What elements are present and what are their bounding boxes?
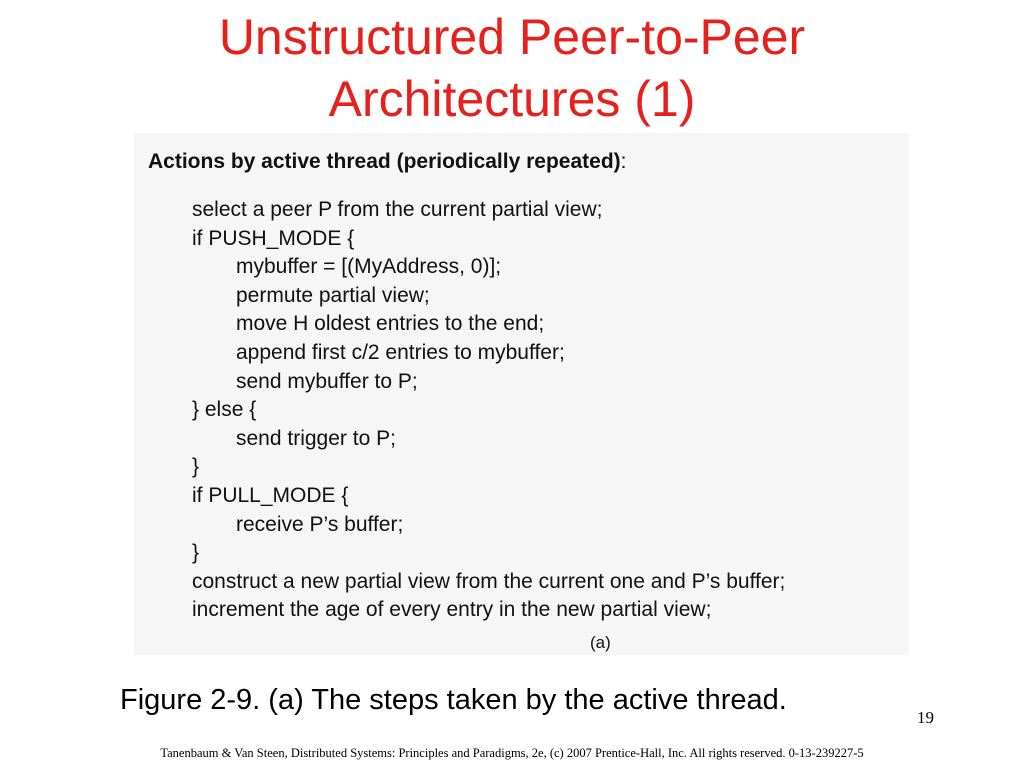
- code-line: } else {: [192, 398, 257, 422]
- figure-sublabel: (a): [590, 633, 611, 652]
- copyright-footer: Tanenbaum & Van Steen, Distributed Systems: Principles and Paradigms, 2e, (c) 2007 Prentice-Hall, Inc. All rights reserved. 0-13-239227-5: [160, 746, 864, 760]
- code-line: increment the age of every entry in the new partial view;: [192, 598, 712, 622]
- page-number: 19: [917, 708, 934, 727]
- code-line: receive P’s buffer;: [236, 512, 404, 536]
- code-line: send trigger to P;: [236, 426, 396, 450]
- code-line: select a peer P from the current partial view;: [192, 198, 603, 221]
- code-line: }: [192, 541, 200, 565]
- code-line: mybuffer = [(MyAddress, 0)];: [236, 255, 502, 279]
- figure-caption: Figure 2-9. (a) The steps taken by the active thread.: [120, 684, 787, 716]
- pseudocode-block: [192, 196, 785, 625]
- figure-heading-text: Actions by active thread (periodically repeated): [148, 150, 621, 173]
- slide-title-line-1: Unstructured Peer-to-Peer: [218, 9, 806, 65]
- code-line: permute partial view;: [236, 283, 430, 307]
- code-line: if PUSH_MODE {: [192, 226, 355, 250]
- figure-heading: [148, 150, 627, 174]
- code-line: move H oldest entries to the end;: [236, 312, 545, 336]
- code-line: construct a new partial view from the current one and P’s buffer;: [192, 569, 786, 593]
- slide-title-line-2: Architectures (1): [328, 71, 696, 127]
- slide-title: [0, 6, 1024, 130]
- code-line: send mybuffer to P;: [236, 369, 418, 393]
- code-line: }: [192, 455, 200, 479]
- code-line: append first c/2 entries to mybuffer;: [236, 340, 565, 364]
- code-line: if PULL_MODE {: [192, 483, 349, 507]
- figure-heading-colon: :: [620, 150, 627, 173]
